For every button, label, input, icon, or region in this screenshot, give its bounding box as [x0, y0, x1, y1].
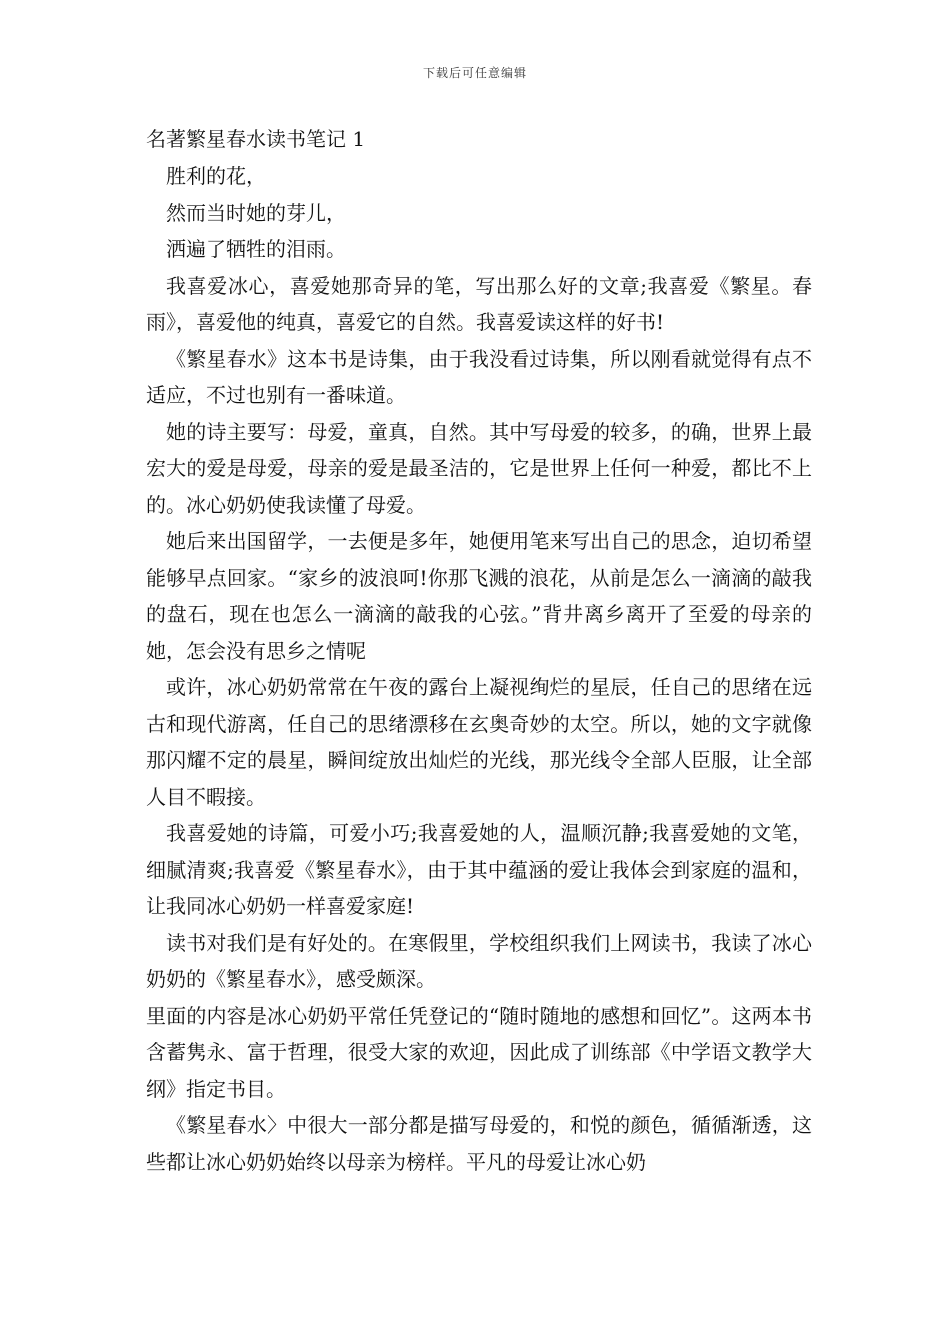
poem-line-2: 然而当时她的芽儿，: [166, 200, 346, 225]
paragraph-7: 读书对我们是有好处的。在寒假里，学校组织我们上网读书，我读了冰心奶奶的《繁星春水》，感受颇深。: [146, 930, 812, 991]
paragraph-5: 或许，冰心奶奶常常在午夜的露台上凝视绚烂的星辰，任自己的思绪在远古和现代游离，任自己的思绪漂移在玄奥奇妙的太空。所以，她的文字就像那闪耀不定的晨星，瞬间绽放出灿烂的光线，那光线令全部人臣服，让全部人目不暇接。: [146, 675, 812, 809]
poem-line-3: 洒遍了牺牲的泪雨。: [166, 237, 346, 261]
paragraph-1: 我喜爱冰心，喜爱她那奇异的笔，写出那么好的文章;我喜爱《繁星。春雨》，喜爱他的纯真，喜爱它的自然。我喜爱读这样的好书!: [146, 273, 812, 334]
paragraph-3: 她的诗主要写：母爱，童真，自然。其中写母爱的较多，的确，世界上最宏大的爱是母爱，母亲的爱是最圣洁的，它是世界上任何一种爱，都比不上的。冰心奶奶使我读懂了母爱。: [146, 419, 812, 517]
paragraph-4: 她后来出国留学，一去便是多年，她便用笔来写出自己的思念，迫切希望能够早点回家。“家乡的波浪呵!你那飞溅的浪花，从前是怎么一滴滴的敲我的盘石，现在也怎么一滴滴的敲我的心弦。”背井离乡离开了至爱的母亲的她，怎会没有思乡之情呢: [146, 529, 812, 663]
page-header-note: 下载后可任意编辑: [422, 66, 527, 80]
document-body: [146, 120, 812, 1180]
poem-line-1: 胜利的花，: [166, 164, 266, 188]
paragraph-2: 《繁星春水》这本书是诗集，由于我没看过诗集，所以刚看就觉得有点不适应，不过也别有一番味道。: [146, 346, 812, 407]
paragraph-9: 《繁星春水〉中很大一部分都是描写母爱的，和悦的颜色，循循渐透，这些都让冰心奶奶始终以母亲为榜样。平凡的母爱让冰心奶: [146, 1113, 812, 1174]
paragraph-6: 我喜爱她的诗篇，可爱小巧;我喜爱她的人，温顺沉静;我喜爱她的文笔，细腻清爽;我喜爱《繁星春水》，由于其中蕴涵的爱让我体会到家庭的温和，让我同冰心奶奶一样喜爱家庭!: [146, 821, 812, 918]
document-title: 名著繁星春水读书笔记 1: [146, 127, 366, 151]
paragraph-8: 里面的内容是冰心奶奶平常任凭登记的“随时随地的感想和回忆”。这两本书含蓄隽永、富于哲理，很受大家的欢迎，因此成了训练部《中学语文教学大纲》指定书目。: [146, 1003, 812, 1101]
